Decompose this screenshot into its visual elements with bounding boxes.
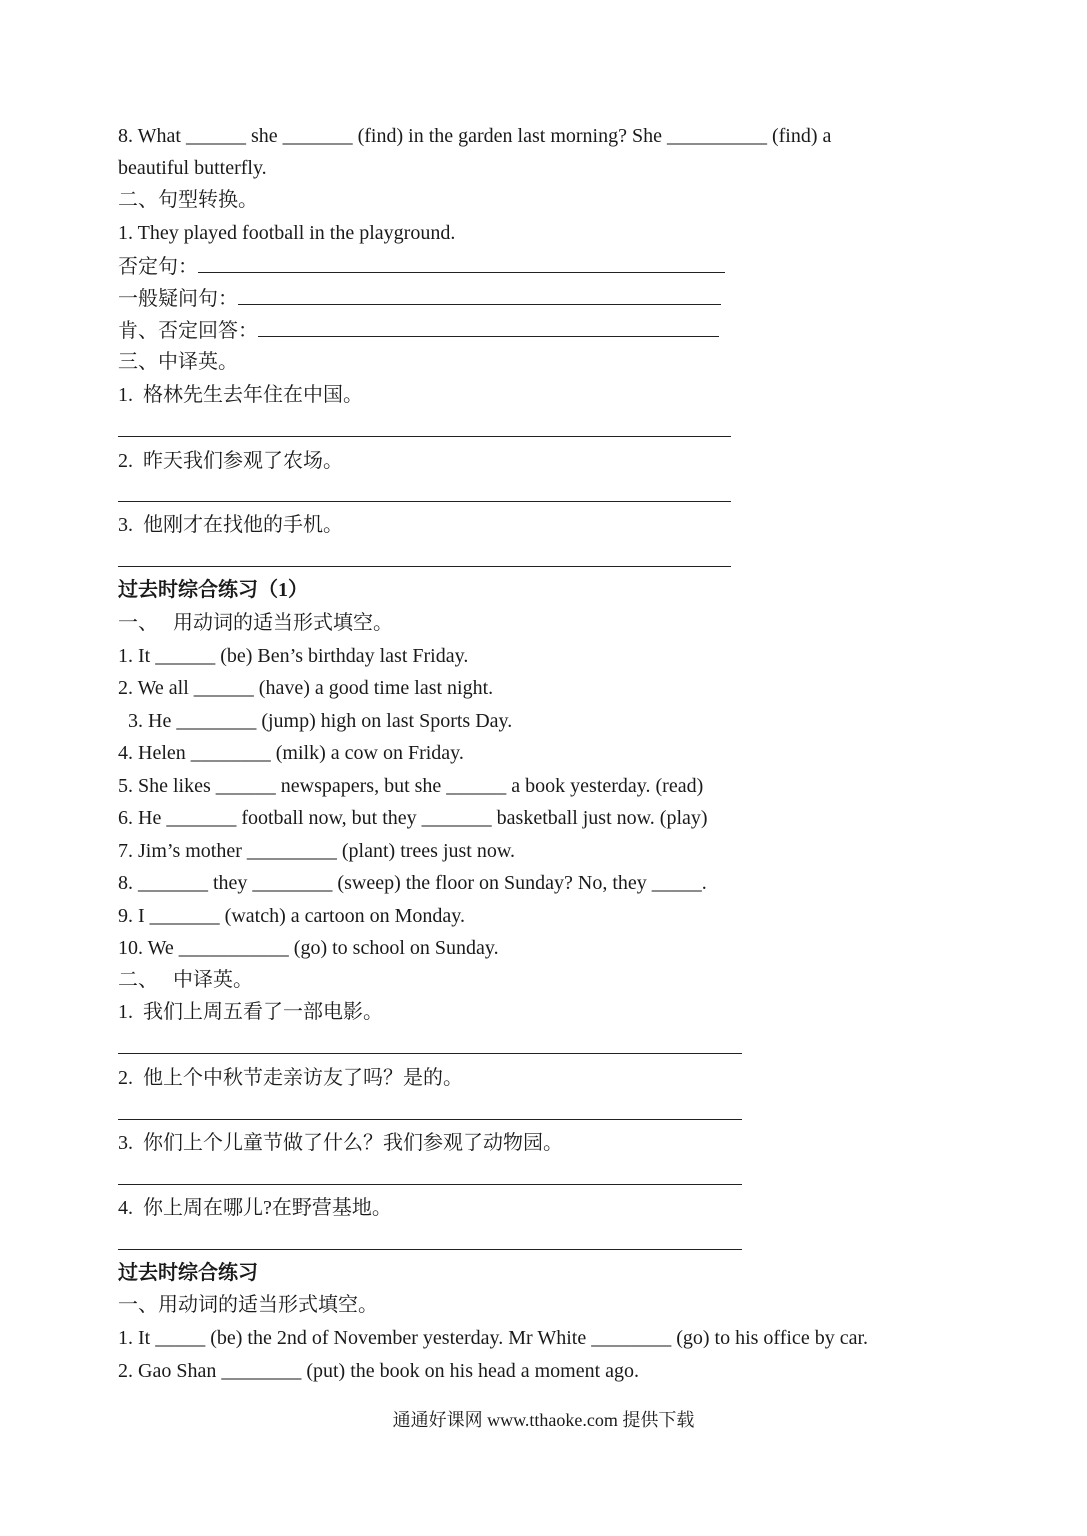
answer-line xyxy=(118,436,731,437)
fill-blank-8: 8. _______ they ________ (sweep) the floor on Sunday? No, they _____. xyxy=(118,872,707,894)
fill-blank-10: 10. We ___________ (go) to school on Sunday. xyxy=(118,937,499,959)
exercise-title-2: 过去时综合练习 xyxy=(118,1262,258,1284)
fill-blank-3: 3. He ________ (jump) high on last Sports Day. xyxy=(128,710,513,732)
translate-item-2: 2. 他上个中秋节走亲访友了吗？是的。 xyxy=(118,1067,463,1089)
exercise-title-1: 过去时综合练习（1） xyxy=(118,579,308,601)
transform-sentence-1: 1. They played football in the playground. xyxy=(118,222,456,244)
answer-line xyxy=(118,1249,742,1250)
answer-line xyxy=(118,1119,742,1120)
answer-line xyxy=(118,501,731,502)
translate-item-1: 1. 我们上周五看了一部电影。 xyxy=(118,1001,383,1023)
page-footer: 通通好课网 www.tthaoke.com 提供下载 xyxy=(392,1410,695,1430)
fill-blank-2: 2. Gao Shan ________ (put) the book on his head a moment ago. xyxy=(118,1360,640,1382)
fill-blank-6: 6. He _______ football now, but they _______ basketball just now. (play) xyxy=(118,807,708,829)
short-answers-label: 肯、否定回答： xyxy=(118,318,719,343)
fill-blank-4: 4. Helen ________ (milk) a cow on Friday. xyxy=(118,742,464,764)
fill-blank-1: 1. It ______ (be) Ben’s birthday last Friday. xyxy=(118,645,469,667)
answer-line xyxy=(258,318,719,337)
answer-line xyxy=(198,254,725,273)
answer-line xyxy=(238,286,721,305)
section-heading-fill-blanks: 一、 用动词的适当形式填空。 xyxy=(118,612,393,634)
fill-blank-5: 5. She likes ______ newspapers, but she ______ a book yesterday. (read) xyxy=(118,775,704,797)
translate-item-4: 4. 你上周在哪儿?在野营基地。 xyxy=(118,1197,392,1219)
fill-blank-2: 2. We all ______ (have) a good time last night. xyxy=(118,677,494,699)
section-heading-fill-blanks-2: 一、用动词的适当形式填空。 xyxy=(118,1294,378,1316)
answer-line xyxy=(118,566,731,567)
yes-no-question-label: 一般疑问句： xyxy=(118,286,721,311)
section-heading-translate-2: 二、 中译英。 xyxy=(118,969,253,991)
translate-item-3: 3. 他刚才在找他的手机。 xyxy=(118,514,343,536)
question-8-line-1: 8. What ______ she _______ (find) in the garden last morning? She __________ (find) a xyxy=(118,125,832,147)
answer-line xyxy=(118,1053,742,1054)
section-heading-translate: 三、中译英。 xyxy=(118,351,238,373)
translate-item-3: 3. 你们上个儿童节做了什么？我们参观了动物园。 xyxy=(118,1132,563,1154)
fill-blank-7: 7. Jim’s mother _________ (plant) trees just now. xyxy=(118,840,515,862)
answer-line xyxy=(118,1184,742,1185)
section-heading-sentence-transform: 二、句型转换。 xyxy=(118,189,258,211)
negative-sentence-label: 否定句： xyxy=(118,254,725,279)
translate-item-2: 2. 昨天我们参观了农场。 xyxy=(118,450,343,472)
question-8-line-2: beautiful butterfly. xyxy=(118,157,267,179)
fill-blank-9: 9. I _______ (watch) a cartoon on Monday. xyxy=(118,905,465,927)
fill-blank-1: 1. It _____ (be) the 2nd of November yesterday. Mr White ________ (go) to his office by car. xyxy=(118,1327,868,1349)
translate-item-1: 1. 格林先生去年住在中国。 xyxy=(118,384,363,406)
